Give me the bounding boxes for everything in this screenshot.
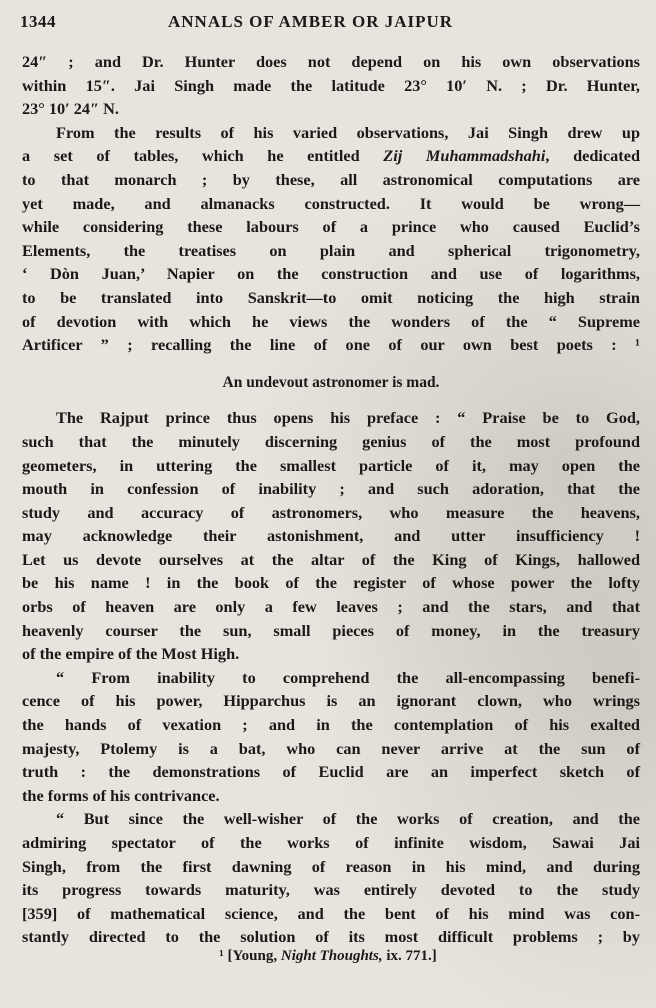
footnote-prefix: [Young, — [227, 948, 278, 964]
text-line: yet made, and almanacks constructed. It would be wrong— — [22, 193, 640, 213]
text-line: to be translated into Sanskrit—to omit noticing the high strain — [22, 287, 640, 307]
text-line: ‘ Dòn Juan,’ Napier on the construction and use of logarithms, — [22, 264, 640, 284]
page-number: 1344 — [20, 12, 56, 31]
text-line: while considering these labours of a prince who caused Euclid’s — [22, 217, 640, 237]
footnote-marker: ¹ — [219, 948, 224, 964]
text-line: Singh, from the first dawning of reason in his mind, and during — [22, 856, 640, 876]
paragraph-3 — [22, 406, 640, 666]
body-text — [22, 50, 640, 949]
text-line: Elements, the treatises on plain and spherical trigonometry, — [22, 240, 640, 260]
text-line: mouth in confession of inability ; and such adoration, that the — [22, 479, 640, 499]
paragraph-4 — [22, 666, 640, 808]
text-line: such that the minutely discerning genius of the most profound — [22, 431, 640, 451]
text-line: majesty, Ptolemy is a bat, who can never arrive at the sun of — [22, 738, 640, 758]
text-line: a set of tables, which he entitled Zij Muhammadshahi, dedicated — [22, 146, 640, 166]
text-line: may acknowledge their astonishment, and utter insufficiency ! — [22, 526, 640, 546]
text-line: From the results of his varied observations, Jai Singh drew up — [56, 122, 640, 142]
text-line: cence of his power, Hipparchus is an ignorant clown, who wrings — [22, 691, 640, 711]
text-line: [359] of mathematical science, and the bent of his mind was con- — [22, 903, 640, 923]
text-line: 23° 10′ 24″ N. — [22, 99, 119, 119]
paragraph-2 — [22, 121, 640, 357]
text-line: its progress towards maturity, was entirely devoted to the study — [22, 880, 640, 900]
text-line: orbs of heaven are only a few leaves ; and the stars, and that — [22, 597, 640, 617]
text-line: the hands of vexation ; and in the contemplation of his exalted — [22, 715, 640, 735]
text-line: stantly directed to the solution of its most difficult problems ; by — [22, 927, 640, 947]
text-line: of the empire of the Most High. — [22, 644, 240, 664]
footnote — [0, 948, 656, 965]
text-line: Artificer ” ; recalling the line of one of our own best poets : ¹ — [22, 335, 640, 355]
text-line: heavenly courser the sun, small pieces of money, in the treasury — [22, 620, 640, 640]
text-line: be his name ! in the book of the register of whose power the lofty — [22, 573, 640, 593]
text-line: Let us devote ourselves at the altar of the King of Kings, hallowed — [22, 549, 640, 569]
page-header — [20, 10, 636, 36]
paragraph-1 — [22, 50, 640, 121]
text-line: to that monarch ; by these, all astronomical computations are — [22, 169, 640, 189]
text-line: “ From inability to comprehend the all-encompassing benefi- — [56, 667, 640, 687]
text-line: The Rajput prince thus opens his preface : “ Praise be to God, — [56, 408, 640, 428]
epigraph-quote: An undevout astronomer is mad. — [222, 373, 440, 391]
footnote-title: Night Thoughts, — [280, 948, 383, 964]
text-line: truth : the demonstrations of Euclid are an imperfect sketch of — [22, 762, 640, 782]
text-line: admiring spectator of the works of infinite wisdom, Sawai Jai — [22, 833, 640, 852]
text-line: of devotion with which he views the wonders of the “ Supreme — [22, 311, 640, 331]
text-line: geometers, in uttering the smallest particle of it, may open the — [22, 455, 640, 475]
text-line: the forms of his contrivance. — [22, 785, 220, 805]
text-line: study and accuracy of astronomers, who measure the heavens, — [22, 502, 640, 522]
running-head: ANNALS OF AMBER OR JAIPUR — [168, 12, 454, 31]
paragraph-5 — [22, 807, 640, 949]
footnote-suffix: ix. 771.] — [386, 948, 437, 964]
text-line: “ But since the well-wisher of the works of creation, and the — [56, 809, 640, 829]
text-line: within 15″. Jai Singh made the latitude 23° 10′ N. ; Dr. Hunter, — [22, 75, 640, 95]
text-line: 24″ ; and Dr. Hunter does not depend on his own observations — [22, 52, 640, 71]
